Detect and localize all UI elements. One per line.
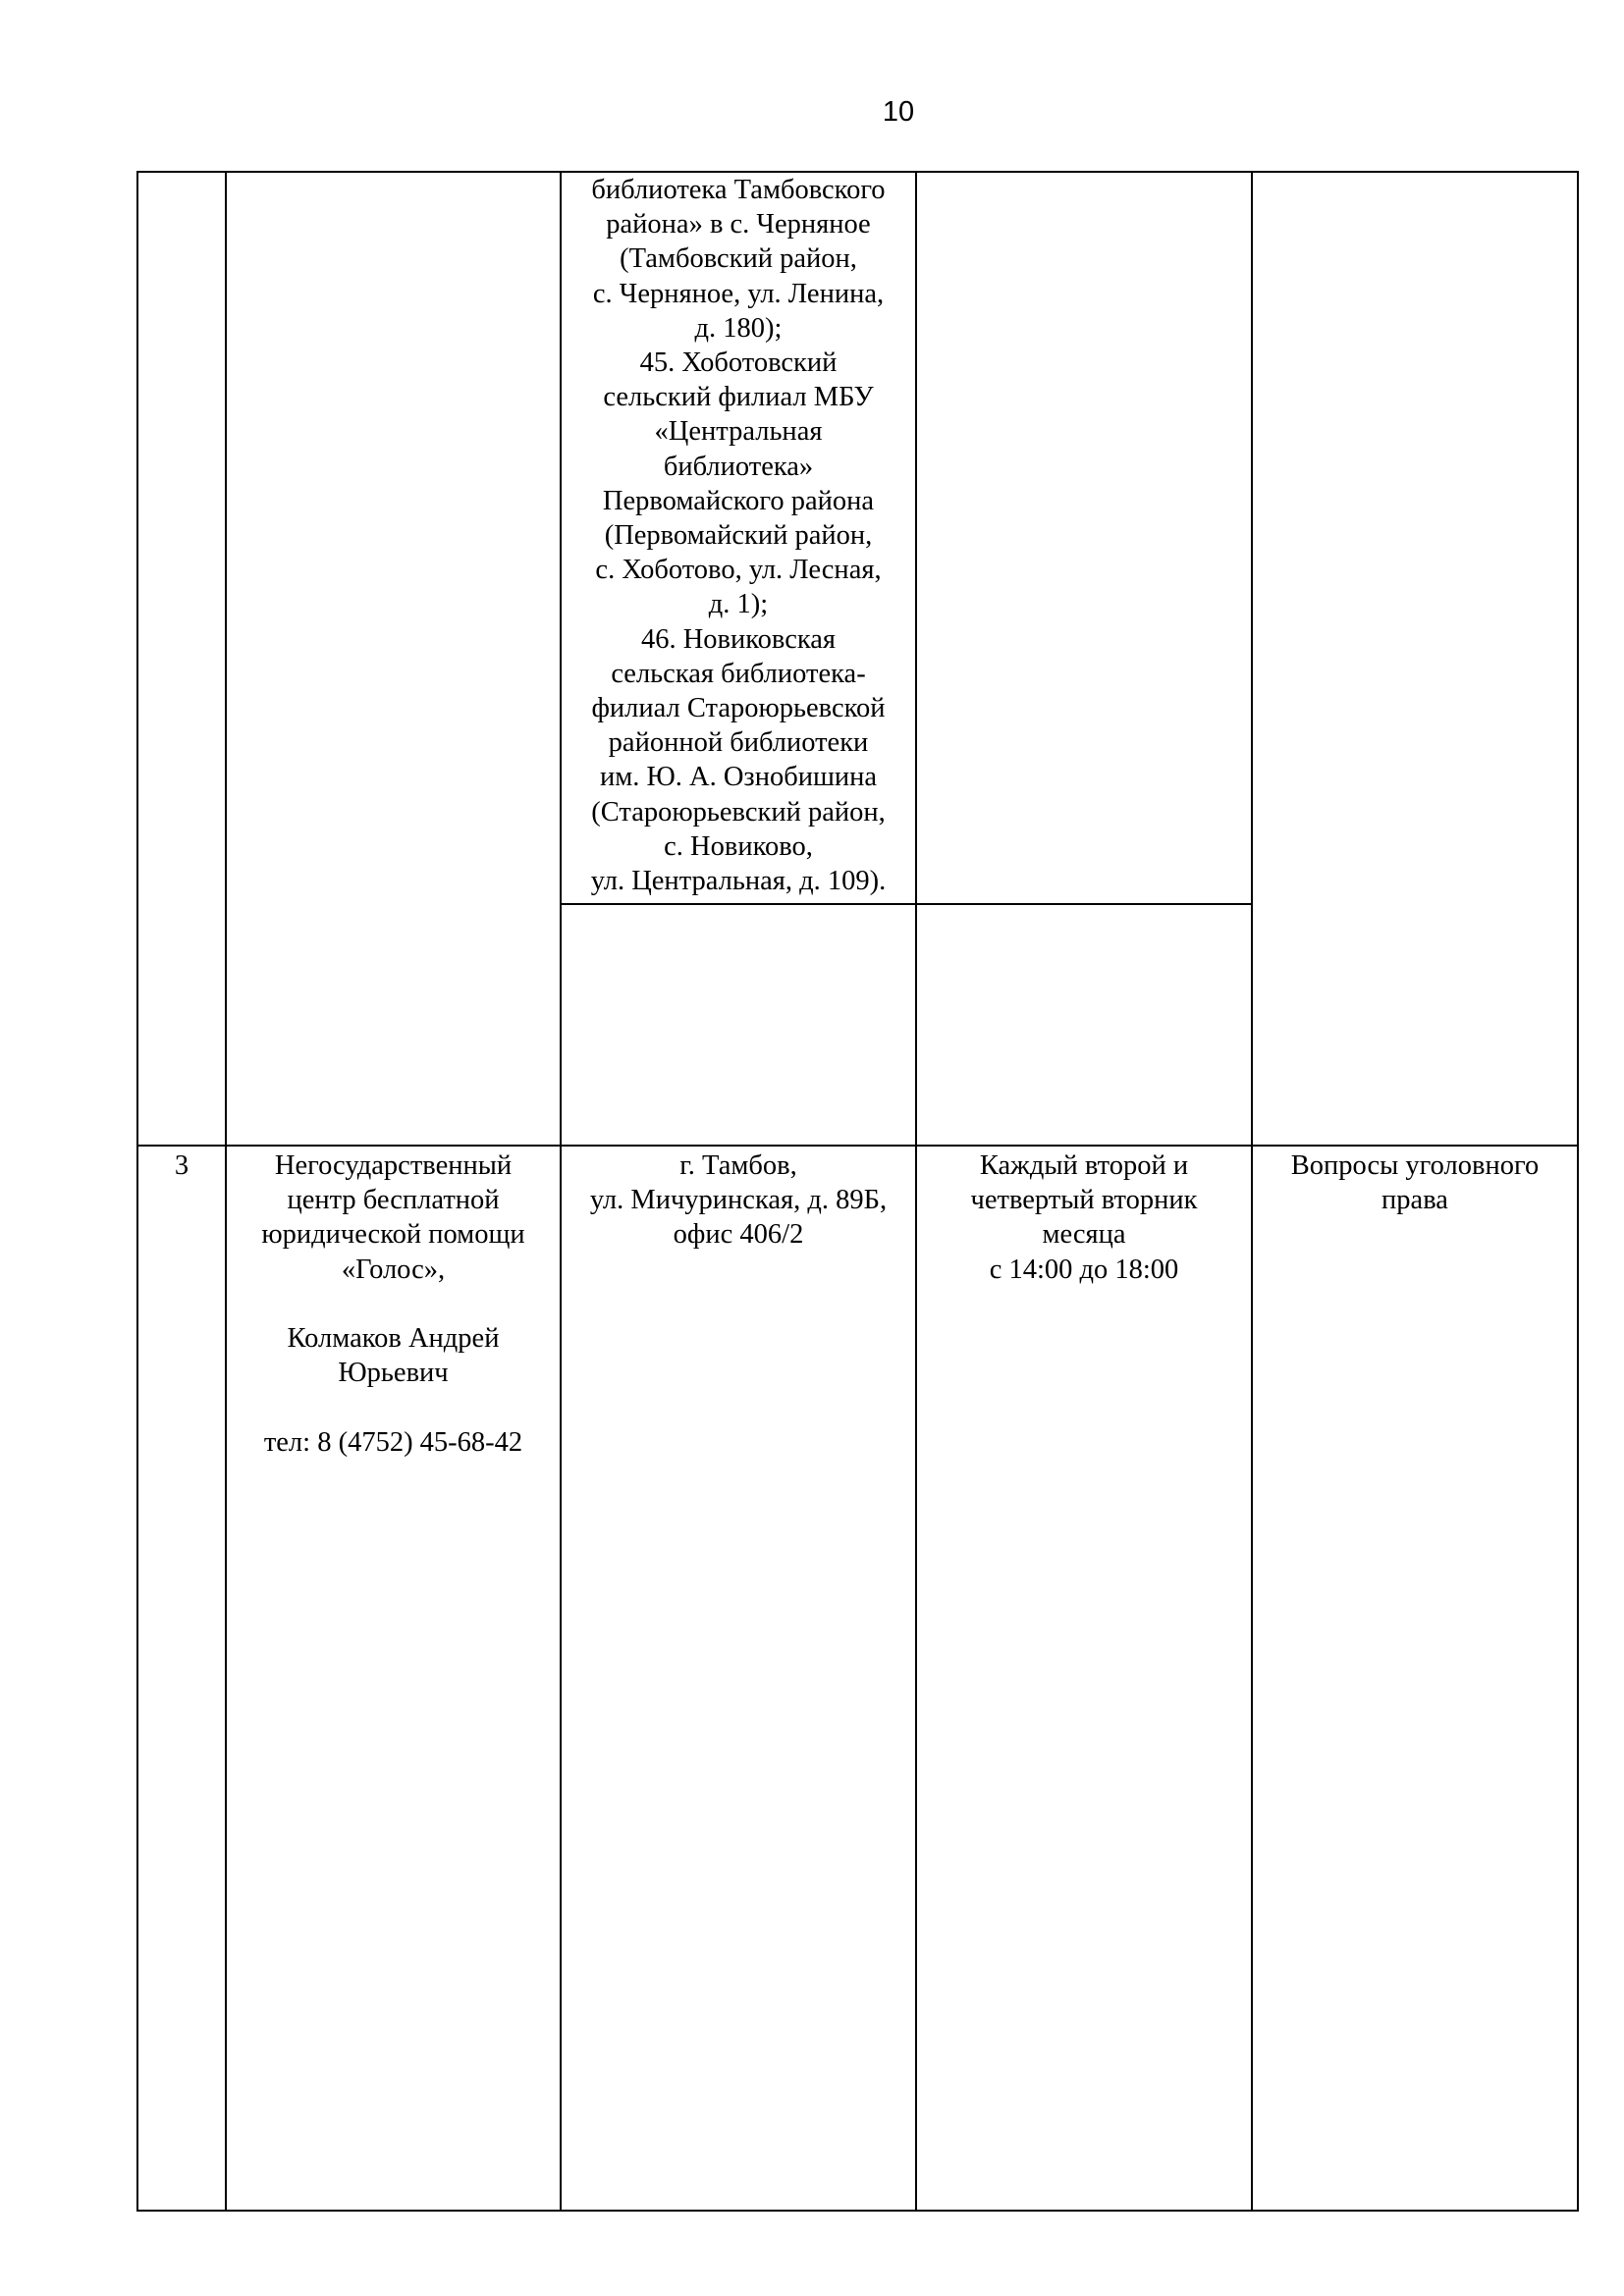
row-number-cell: 3 (174, 1150, 189, 1181)
table-border-bottom (136, 2210, 1579, 2212)
table-border-left (136, 171, 138, 2212)
continuation-address-cell: библиотека Тамбовского района» в с. Черняное (Тамбовский район, с. Черняное, ул. Ленина, д. 180); 45. Хоботовский сельский филиал МБУ «Центральная библиотека» Первомайского района (Первомайский район, с. Хоботово, ул. Лесная, д. 1); 46. Новиковская сельская библиотека- филиал Староюрьевской районной библиотеки им. Ю. А. Ознобишина (Староюрьевский район, с. Новиково, ул. Центральная, д. 109). (590, 175, 887, 897)
table-border-right (1577, 171, 1579, 2212)
schedule-cell: Каждый второй и четвертый вторник месяца с 14:00 до 18:00 (970, 1150, 1198, 1285)
row-divider (136, 1145, 1579, 1147)
organization-cell: Негосударственный центр бесплатной юридической помощи «Голос», Колмаков Андрей Юрьевич тел: 8 (4752) 45-68-42 (261, 1150, 525, 1458)
page-number: 10 (882, 96, 915, 128)
address-cell: г. Тамбов, ул. Мичуринская, д. 89Б, офис 406/2 (589, 1150, 888, 1251)
table-inner-divider (560, 903, 1253, 905)
topics-cell: Вопросы уголовного права (1290, 1150, 1540, 1216)
